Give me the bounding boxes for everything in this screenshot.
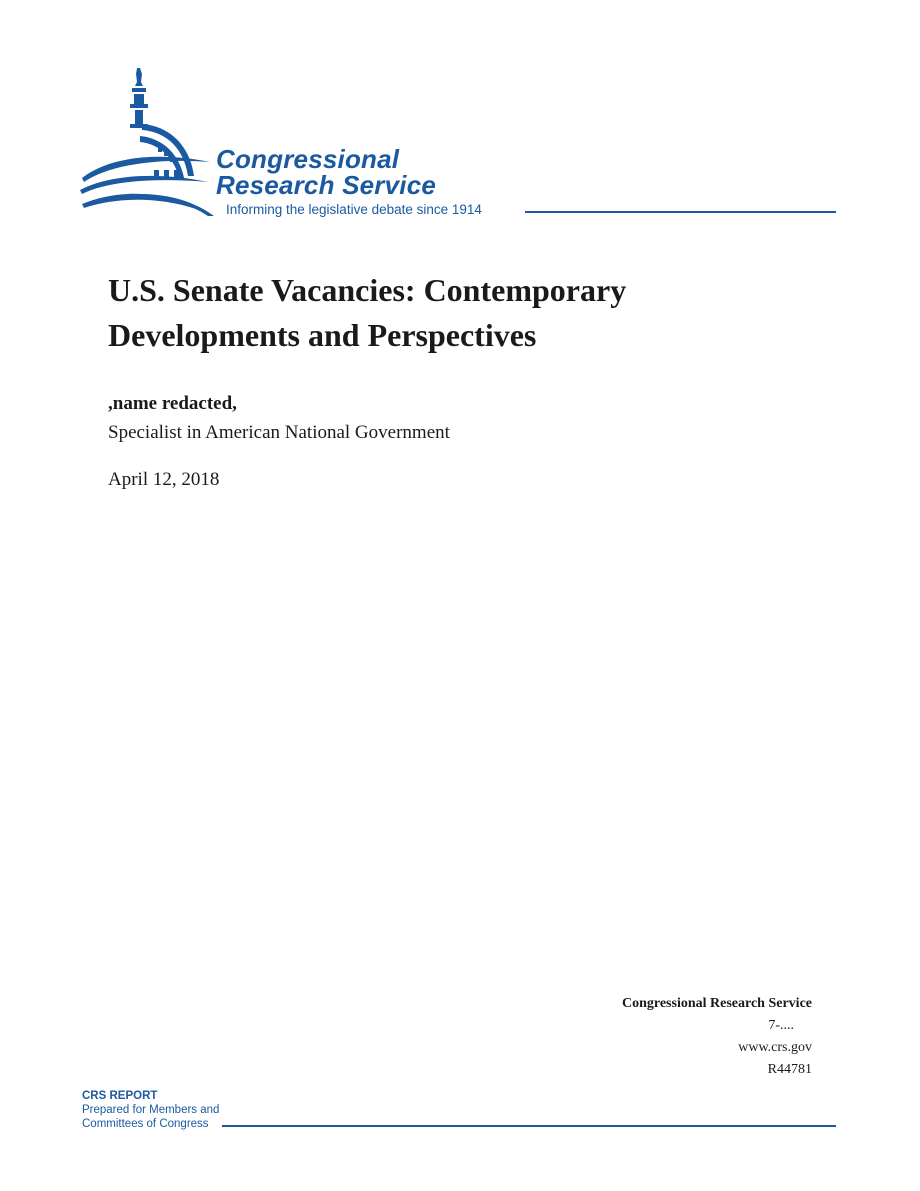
- logo-tagline: Informing the legislative debate since 1914: [226, 202, 482, 217]
- capitol-dome-icon: [80, 66, 220, 216]
- author-name: ,name redacted,: [108, 393, 237, 414]
- footer-report-number: R44781: [767, 1062, 812, 1077]
- crs-logo: [80, 66, 840, 226]
- footer-rule: [222, 1125, 836, 1127]
- header-rule: [525, 211, 836, 213]
- report-title-line1: U.S. Senate Vacancies: Contemporary: [108, 272, 627, 308]
- footer-website[interactable]: www.crs.gov: [738, 1040, 812, 1055]
- author-role: Specialist in American National Government: [108, 422, 450, 443]
- logo-title-line1: Congressional: [216, 144, 400, 174]
- crs-report-line1: Prepared for Members and: [82, 1104, 220, 1116]
- report-title: [108, 268, 808, 358]
- crs-report-block: [82, 1089, 219, 1131]
- crs-report-label: CRS REPORT: [82, 1090, 158, 1102]
- logo-title-line2: Research Service: [216, 170, 437, 200]
- footer-org: Congressional Research Service: [621, 996, 812, 1011]
- crs-report-line2: Committees of Congress: [82, 1118, 209, 1130]
- report-title-line2: Developments and Perspectives: [108, 317, 537, 353]
- footer-contact: [622, 993, 812, 1081]
- footer-phone: 7-....: [768, 1018, 794, 1033]
- report-date: April 12, 2018: [108, 469, 220, 490]
